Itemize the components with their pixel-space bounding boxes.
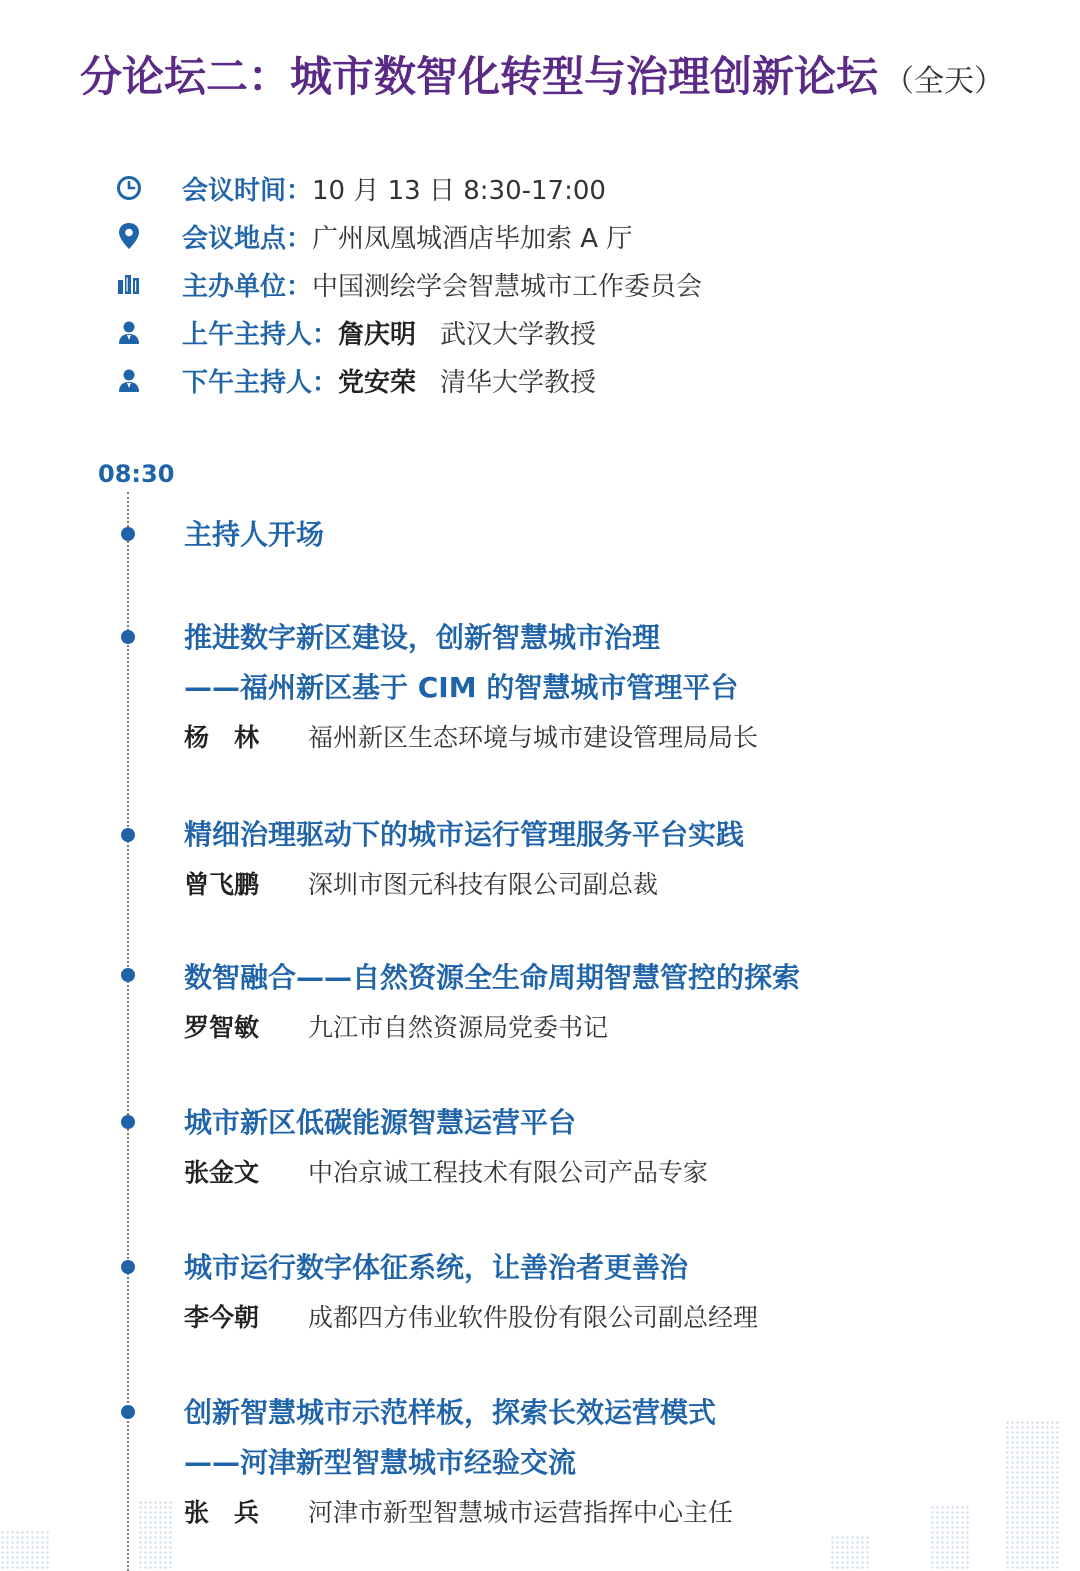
page-title [80, 44, 1060, 104]
speaker-line [184, 1293, 1044, 1343]
timeline-dot [121, 527, 135, 541]
schedule-item [184, 510, 1044, 560]
talk-title: 推进数字新区建设，创新智慧城市治理 [184, 621, 661, 654]
info-organizer-row [114, 264, 702, 304]
info-time-value: 10 月 13 日 8:30-17:00 [312, 175, 606, 206]
speaker-line [184, 713, 1044, 763]
person-icon [114, 317, 144, 347]
info-pm-host-row [114, 360, 596, 400]
speaker-line [184, 1488, 1044, 1538]
building-icon [114, 269, 144, 299]
location-pin-icon [114, 221, 144, 251]
decorative-dot-pattern [138, 1500, 174, 1571]
speaker-affiliation: 深圳市图元科技有限公司副总裁 [308, 870, 659, 899]
timeline-dot [121, 1115, 135, 1129]
info-organizer-value: 中国测绘学会智慧城市工作委员会 [312, 271, 703, 302]
speaker-name: 曾飞鹏 [184, 870, 260, 899]
decorative-dot-pattern [0, 1530, 50, 1571]
talk-title: 城市新区低碳能源智慧运营平台 [184, 1106, 577, 1139]
schedule-item [184, 1388, 1044, 1538]
info-venue-value: 广州凤凰城酒店毕加索 A 厅 [312, 223, 633, 254]
info-pm-host-name: 党安荣 [338, 367, 417, 398]
schedule-item [184, 810, 1044, 910]
speaker-affiliation: 中冶京诚工程技术有限公司产品专家 [308, 1158, 709, 1187]
info-am-host-row [114, 312, 596, 352]
speaker-line [184, 1003, 1044, 1053]
talk-subtitle: ——福州新区基于 CIM 的智慧城市管理平台 [184, 671, 739, 704]
schedule-item [184, 1098, 1044, 1198]
speaker-affiliation: 九江市自然资源局党委书记 [308, 1013, 609, 1042]
speaker-affiliation: 成都四方伟业软件股份有限公司副总经理 [308, 1303, 759, 1332]
talk-title: 城市运行数字体征系统，让善治者更善治 [184, 1251, 689, 1284]
talk-subtitle: ——河津新型智慧城市经验交流 [184, 1446, 577, 1479]
talk-title: 数智融合——自然资源全生命周期智慧管控的探索 [184, 961, 801, 994]
info-pm-host-title: 清华大学教授 [440, 367, 597, 398]
speaker-line [184, 1148, 1044, 1198]
info-organizer-label: 主办单位： [182, 271, 313, 302]
talk-title: 精细治理驱动下的城市运行管理服务平台实践 [184, 818, 745, 851]
info-venue-row [114, 216, 632, 256]
speaker-name: 杨 林 [184, 723, 260, 752]
timeline-dot [121, 630, 135, 644]
title-suffix: （全天） [884, 64, 1005, 99]
speaker-name: 李今朝 [184, 1303, 260, 1332]
info-am-host-title: 武汉大学教授 [440, 319, 597, 350]
speaker-affiliation: 河津市新型智慧城市运营指挥中心主任 [308, 1498, 734, 1527]
speaker-name: 张 兵 [184, 1498, 260, 1527]
info-am-host-label: 上午主持人： [182, 319, 339, 350]
clock-icon [114, 173, 144, 203]
title-main: 分论坛二：城市数智化转型与治理创新论坛 [80, 52, 879, 101]
timeline-dot [121, 1260, 135, 1274]
talk-title: 创新智慧城市示范样板，探索长效运营模式 [184, 1396, 717, 1429]
talk-title: 主持人开场 [184, 518, 325, 551]
person-icon [114, 365, 144, 395]
schedule-start-time: 08:30 [98, 460, 175, 488]
speaker-name: 张金文 [184, 1158, 260, 1187]
info-time-label: 会议时间： [182, 175, 313, 206]
speaker-name: 罗智敏 [184, 1013, 260, 1042]
schedule-item [184, 1243, 1044, 1343]
speaker-affiliation: 福州新区生态环境与城市建设管理局局长 [308, 723, 759, 752]
schedule-item [184, 953, 1044, 1053]
info-am-host-name: 詹庆明 [338, 319, 417, 350]
info-pm-host-label: 下午主持人： [182, 367, 339, 398]
info-time-row [114, 168, 606, 208]
timeline-dot [121, 828, 135, 842]
speaker-line [184, 860, 1044, 910]
info-venue-label: 会议地点： [182, 223, 313, 254]
timeline-dot [121, 968, 135, 982]
timeline-dot [121, 1405, 135, 1419]
schedule-item [184, 613, 1044, 763]
decorative-dot-pattern [830, 1535, 870, 1571]
